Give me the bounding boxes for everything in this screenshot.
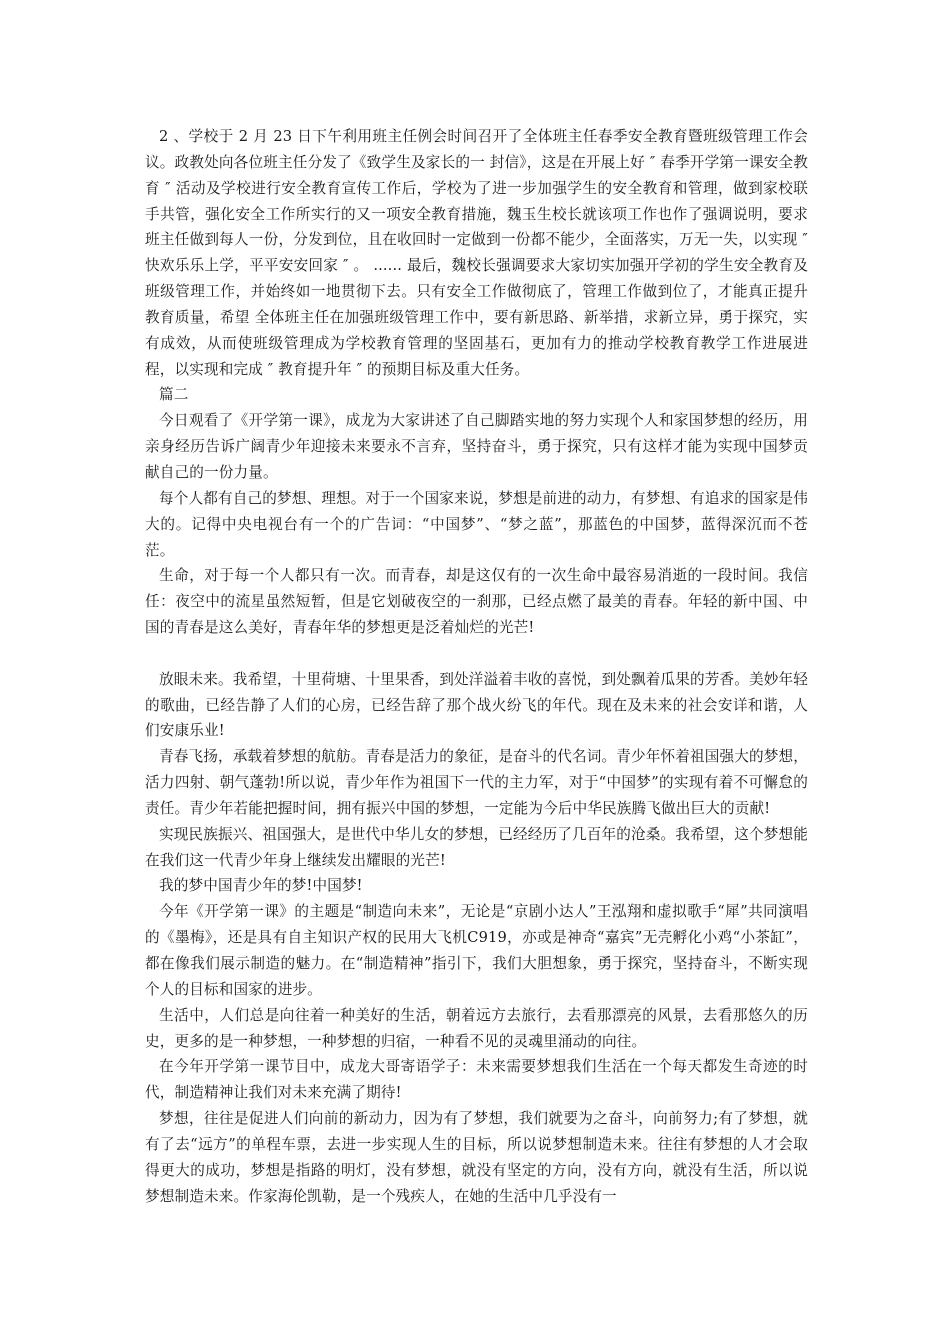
paragraph-in-life: 生活中，人们总是向往着一种美好的生活，朝着远方去旅行，去看那漂亮的风景，去看那悠久的历史，更多的是一种梦想，一种梦想的归宿，一种看不见的灵魂里涌动的向往。: [145, 1006, 808, 1050]
paragraph-jackie-chan-message: 在今年开学第一课节目中，成龙大哥寄语学子：未来需要梦想我们生活在一个每天都发生奇迹的时代，制造精神让我们对未来充满了期待!: [145, 1058, 808, 1102]
paragraph-meeting-report: 2 、学校于 2 月 23 日下午利用班主任例会时间召开了全体班主任春季安全教育暨班级管理工作会议。政教处向各位班主任分发了《致学生及家长的一 封信》，这是在开展上好 ″ 春季开学第一课安全教育 ″ 活动及学校进行安全教育宣传工作后，学校为了进一步加强学生的安全教育和管理，做到家校联手共管，强化安全工作所实行的又一项安全教育措施，魏玉生校长就该项工作也作了强调说明，要求班主任做到每人一份，分发到位，且在收回时一定做到一份都不能少，全面落实，万无一失，以实现 ″ 快欢乐乐上学，平平安安回家 ″ 。 ...... 最后，魏校长强调要求大家切实加强开学初的学生安全教育及班级管理工作，并始终如一地贯彻下去。只有安全工作做彻底了，管理工作做到位了，才能真正提升教育质量，希望 全体班主任在加强班级管理工作中，要有新思路、新举措，求新立异，勇于探究，实有成效，从而使班级管理成为学校教育管理的坚固基石，更加有力的推动学校教育教学工作进展进程，以实现和完成 ″ 教育提升年 ″ 的预期目标及重大任务。: [145, 128, 808, 378]
paragraph-dreams-drive: 梦想，往往是促进人们向前的新动力，因为有了梦想，我们就要为之奋斗，向前努力;有了梦想，就有了去“远方”的单程车票，去进一步实现人生的目标，所以说梦想制造未来。往往有梦想的人才会取得更大的成功，梦想是指路的明灯，没有梦想，就没有坚定的方向，没有方向，就没有生活，所以说梦想制造未来。作家海伦凯勒，是一个残疾人，在她的生活中几乎没有一: [145, 1110, 808, 1205]
document-body: [145, 124, 808, 1209]
section-heading: 篇二: [159, 386, 189, 404]
paragraph-my-dream: 我的梦中国青少年的梦!中国梦!: [159, 877, 363, 895]
paragraph-everyone-has-dreams: 每个人都有自己的梦想、理想。对于一个国家来说，梦想是前进的动力，有梦想、有追求的国家是伟大的。记得中央电视台有一个的广告词：“中国梦”、“梦之蓝”，那蓝色的中国梦，蓝得深沉而不苍茫。: [145, 489, 808, 559]
paragraph-national-rejuvenation: 实现民族振兴、祖国强大，是世代中华儿女的梦想，已经经历了几百年的沧桑。我希望，这个梦想能在我们这一代青少年身上继续发出耀眼的光芒!: [145, 825, 808, 869]
paragraph-youth-soaring: 青春飞扬，承载着梦想的航舫。青春是活力的象征，是奋斗的代名词。青少年怀着祖国强大的梦想，活力四射、朝气蓬勃!所以说，青少年作为祖国下一代的主力军，对于“中国梦”的实现有着不可懈怠的责任。青少年若能把握时间，拥有振兴中国的梦想，一定能为今后中华民族腾飞做出巨大的贡献!: [145, 748, 808, 817]
paragraph-theme-this-year: 今年《开学第一课》的主题是“制造向未来”，无论是“京剧小达人”王泓翔和虚拟歌手“犀”共同演唱的《墨梅》，还是具有自主知识产权的民用大飞机C919，亦或是神奇“嘉宾”无壳孵化小鸡“小茶缸”，都在像我们展示制造的魅力。在“制造精神”指引下，我们大胆想象，勇于探究，坚持奋斗，不断实现个人的目标和国家的进步。: [145, 903, 808, 998]
paragraph-life-and-youth: 生命，对于每一个人都只有一次。而青春，却是这仅有的一次生命中最容易消逝的一段时间。我信任：夜空中的流星虽然短暂，但是它划破夜空的一刹那，已经点燃了最美的青春。年轻的新中国、中国的青春是这么美好，青春年华的梦想更是泛着灿烂的光芒!: [145, 567, 808, 637]
paragraph-look-to-future: 放眼未来。我希望，十里荷塘、十里果香，到处洋溢着丰收的喜悦，到处飘着瓜果的芳香。美妙年轻的歌曲，已经告静了人们的心房，已经告辞了那个战火纷飞的年代。现在及未来的社会安详和谐，人们安康乐业!: [145, 670, 808, 740]
blank-line: [145, 641, 808, 667]
paragraph-watched-program: 今日观看了《开学第一课》，成龙为大家讲述了自己脚踏实地的努力实现个人和家国梦想的经历，用亲身经历告诉广阔青少年迎接未来要永不言弃，坚持奋斗，勇于探究，只有这样才能为实现中国梦贡献自己的一份力量。: [145, 412, 808, 481]
